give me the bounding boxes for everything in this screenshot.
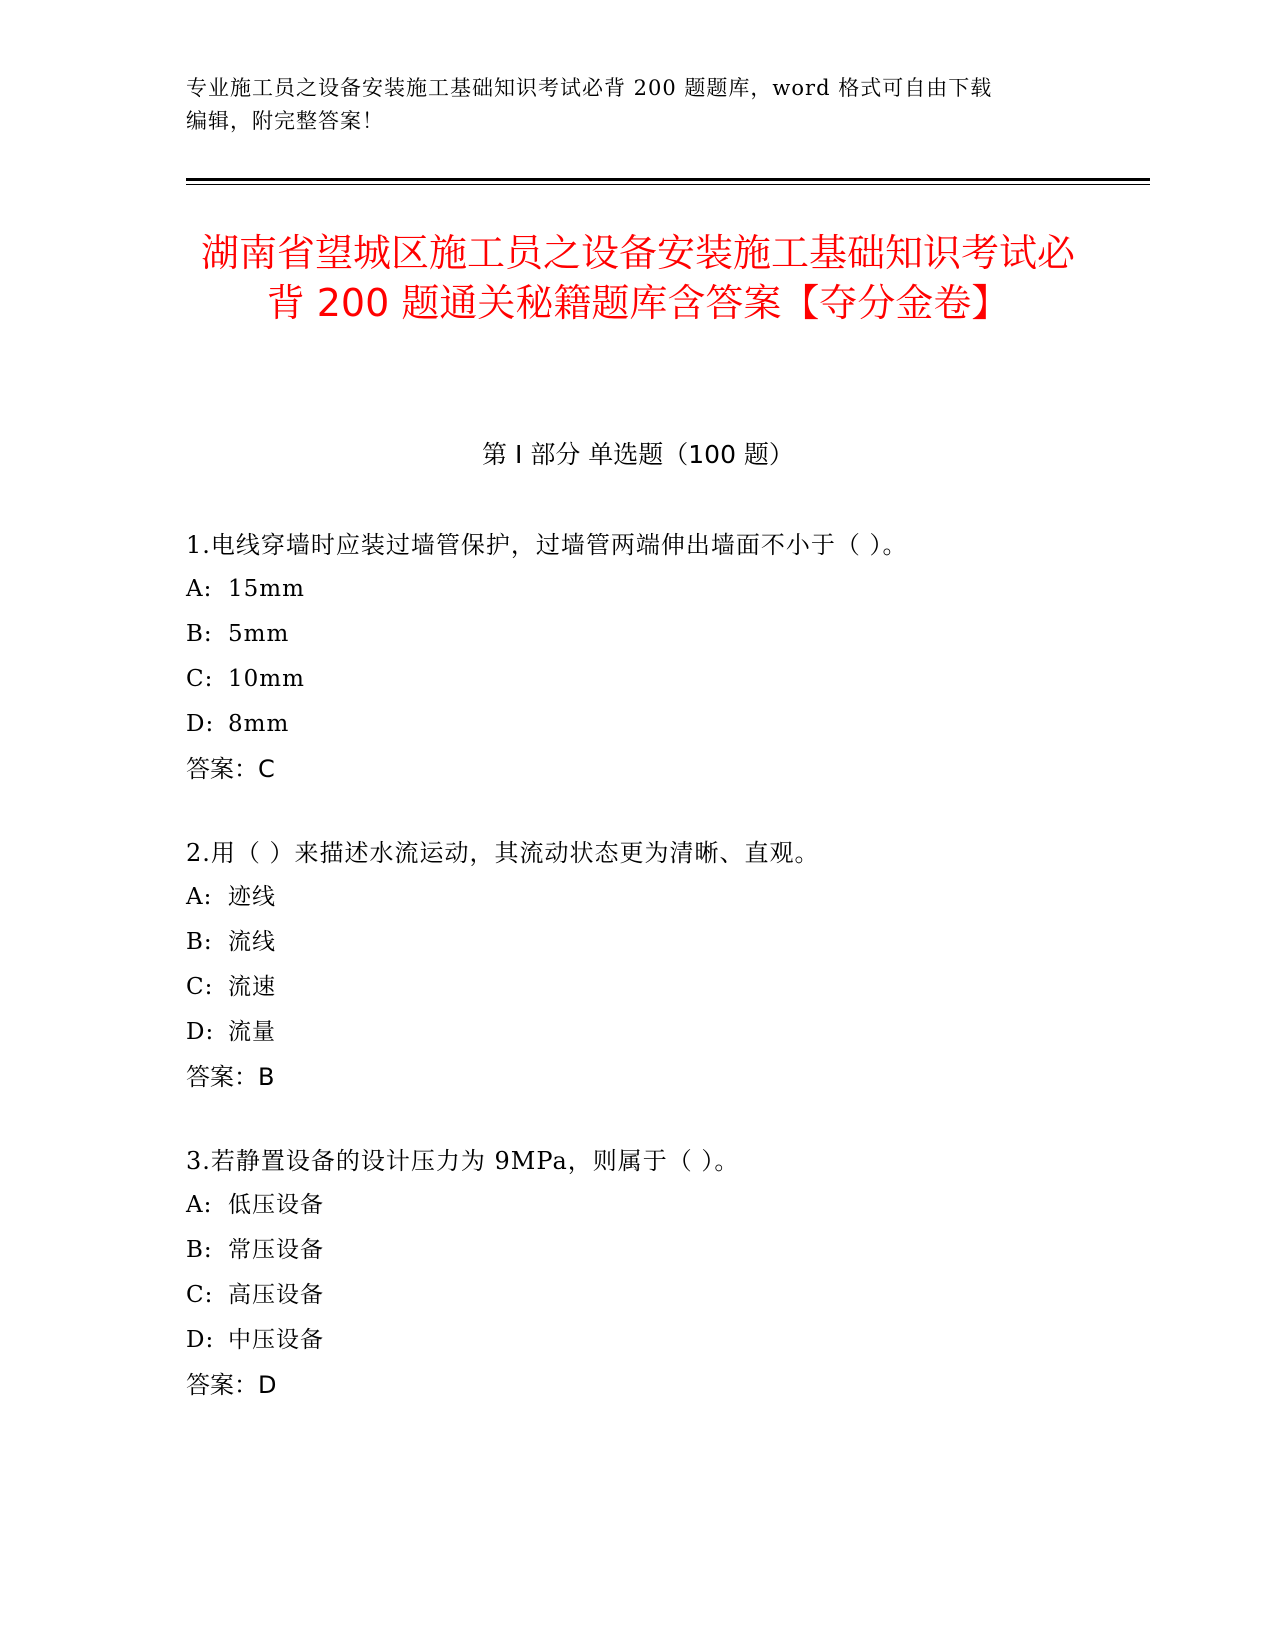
option-text: 低压设备 [228, 1192, 324, 1218]
option-a [186, 572, 1150, 617]
answer-line: 答案：D [186, 1371, 277, 1399]
section-title: 第 I 部分 单选题（100 题） [482, 440, 794, 469]
option-text: 8mm [228, 711, 290, 737]
option-text: 10mm [228, 666, 305, 692]
option-key: C: [186, 666, 214, 692]
question-stem: 3.若静置设备的设计压力为 9MPa，则属于（ ）。 [186, 1147, 740, 1175]
option-a [186, 1188, 1150, 1233]
option-text: 中压设备 [228, 1327, 324, 1353]
option-key: B: [186, 1237, 213, 1263]
option-key: A: [186, 1192, 213, 1218]
question-stem: 1.电线穿墙时应装过墙管保护，过墙管两端伸出墙面不小于（ ）。 [186, 531, 908, 559]
option-d [186, 707, 1150, 752]
option-d [186, 1323, 1150, 1368]
option-key: B: [186, 621, 213, 647]
option-key: D: [186, 1327, 215, 1353]
option-d [186, 1015, 1150, 1060]
option-c [186, 970, 1150, 1015]
question-stem: 2.用（ ）来描述水流运动，其流动状态更为清晰、直观。 [186, 839, 820, 867]
question-list [186, 528, 1150, 1452]
answer-line: 答案：B [186, 1063, 275, 1091]
option-key: C: [186, 1282, 214, 1308]
option-key: A: [186, 576, 213, 602]
option-text: 15mm [228, 576, 305, 602]
question-1 [186, 528, 1150, 786]
header-note-line-2: 编辑，附完整答案！ [186, 109, 384, 133]
option-key: C: [186, 974, 214, 1000]
option-b [186, 1233, 1150, 1278]
option-text: 流量 [228, 1019, 276, 1045]
question-3 [186, 1144, 1150, 1402]
option-text: 流速 [228, 974, 276, 1000]
option-text: 高压设备 [228, 1282, 324, 1308]
option-text: 迹线 [228, 884, 276, 910]
option-text: 流线 [228, 929, 276, 955]
option-key: B: [186, 929, 213, 955]
header-note-line-1: 专业施工员之设备安装施工基础知识考试必背 200 题题库，word 格式可自由下载 [186, 76, 993, 100]
header-note [186, 72, 1086, 138]
option-b [186, 617, 1150, 662]
header-rule-thick [186, 178, 1150, 181]
option-key: D: [186, 711, 215, 737]
option-c [186, 662, 1150, 707]
option-a [186, 880, 1150, 925]
document-title: 湖南省望城区施工员之设备安装施工基础知识考试必背 200 题通关秘籍题库含答案【夺分金卷】 [200, 231, 1075, 325]
header-rule-thin [186, 184, 1150, 185]
answer-line: 答案：C [186, 755, 275, 783]
question-2 [186, 836, 1150, 1094]
option-key: A: [186, 884, 213, 910]
option-text: 常压设备 [228, 1237, 324, 1263]
option-b [186, 925, 1150, 970]
option-key: D: [186, 1019, 215, 1045]
option-c [186, 1278, 1150, 1323]
option-text: 5mm [228, 621, 290, 647]
